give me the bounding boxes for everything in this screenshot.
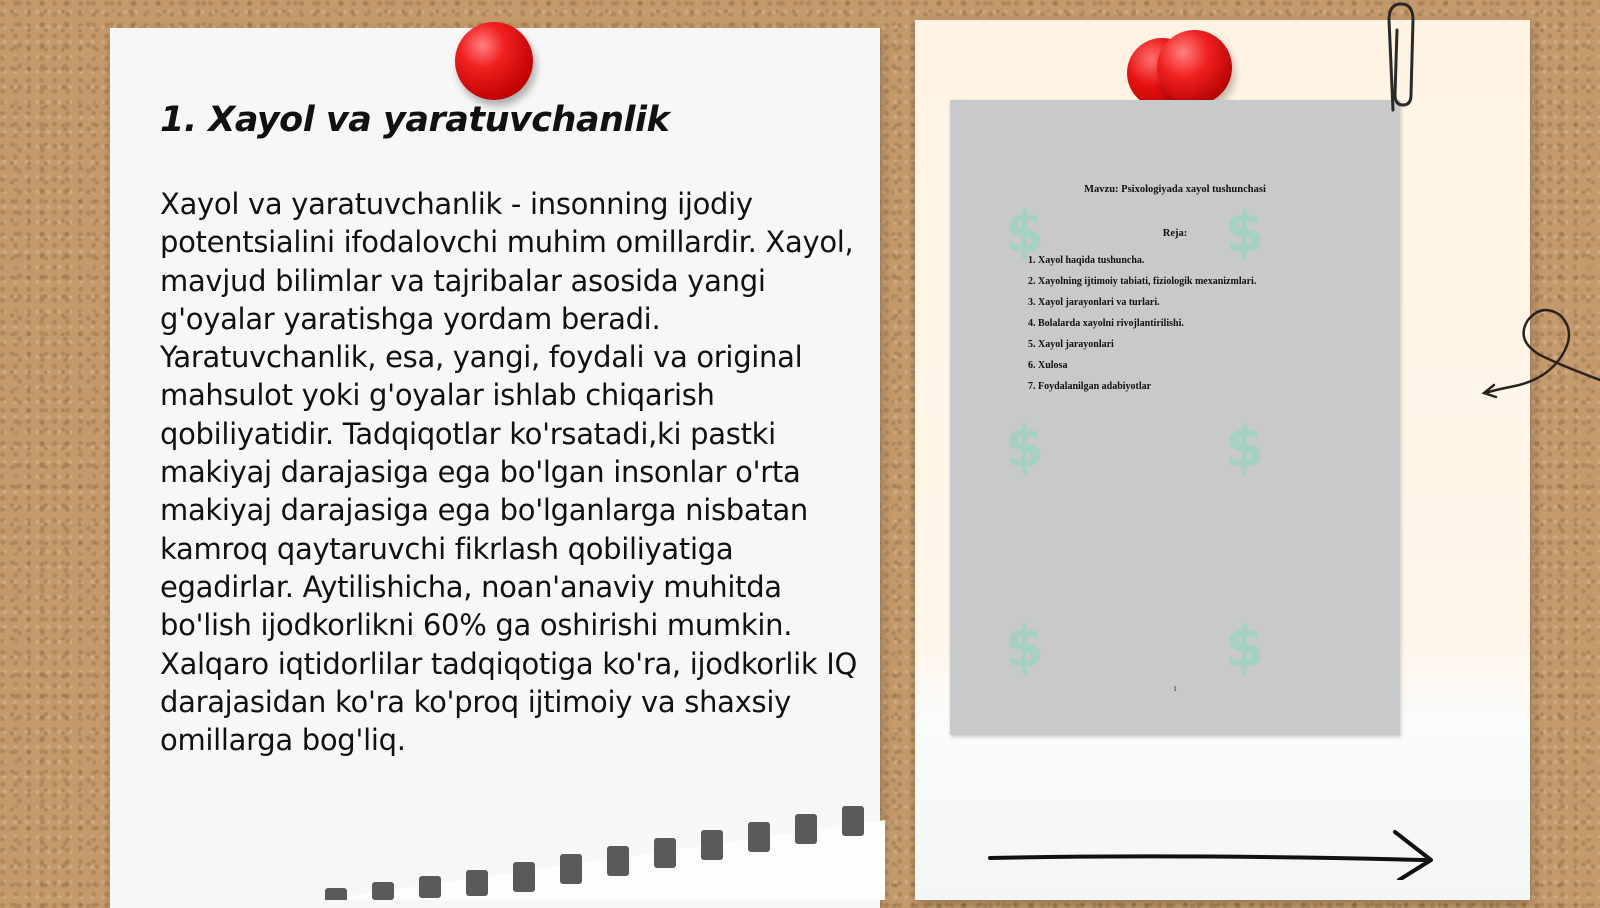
list-item: 6. Xulosa	[1028, 360, 1068, 371]
document-page-number: 1	[1173, 685, 1177, 693]
arrow-right-icon	[985, 820, 1455, 880]
document-page-preview	[950, 100, 1400, 735]
note-paragraph: Xayol va yaratuvchanlik - insonning ijodiy potentsialini ifodalovchi muhim omillardir. Xayol, mavjud bilimlar va tajribalar asosida yangi g'oyalar yaratishga yordam beradi. Yaratuvchanlik, esa, yangi, foydali va original mahsulot yoki g'oyalar ishlab chiqarish qobiliyatidir. Tadqiqotlar ko'rsatadi,ki pastki makiyaj darajasiga ega bo'lgan insonlar o'rta makiyaj darajasiga ega bo'lganlarga nisbatan kamroq qaytaruvchi fikrlash qobiliyatiga egadirlar. Aytilishicha, noan'anaviy muhitda bo'lish ijodkorlikni 60% ga oshirishi mumkin. Xalqaro iqtidorlilar tadqiqotiga ko'ra, ijodkorlik IQ darajasidan ko'ra ko'proq ijtimoiy va shaxsiy omillarga bog'liq.	[160, 187, 858, 758]
list-item: 3. Xayol jarayonlari va turlari.	[1028, 297, 1160, 308]
paperclip-icon	[1383, 0, 1419, 120]
document-title: Mavzu: Psixologiyada xayol tushunchasi	[1084, 184, 1266, 195]
document-plan-list	[1028, 250, 1256, 397]
watermark: $	[1225, 200, 1264, 265]
pushpin-icon	[1157, 30, 1232, 105]
watermark: $	[1005, 200, 1044, 265]
watermark: $	[1005, 415, 1044, 480]
scribble-arrow-icon	[1480, 305, 1600, 415]
list-item: 4. Bolalarda xayolni rivojlantirilishi.	[1028, 318, 1184, 329]
note-heading: 1. Xayol va yaratuvchanlik	[160, 100, 670, 140]
list-item: 2. Xayolning ijtimoiy tabiati, fiziologik mexanizmlari.	[1028, 276, 1257, 287]
watermark: $	[1005, 615, 1044, 680]
document-plan-label: Reja:	[1162, 228, 1188, 239]
watermark: $	[1225, 415, 1264, 480]
list-item: 1. Xayol haqida tushuncha.	[1028, 255, 1145, 266]
list-item: 5. Xayol jarayonlari	[1028, 339, 1114, 350]
list-item: 7. Foydalanilgan adabiyotlar	[1028, 381, 1152, 392]
pushpin-icon	[455, 22, 533, 100]
torn-paper-edge	[320, 800, 885, 900]
watermark: $	[1225, 615, 1264, 680]
